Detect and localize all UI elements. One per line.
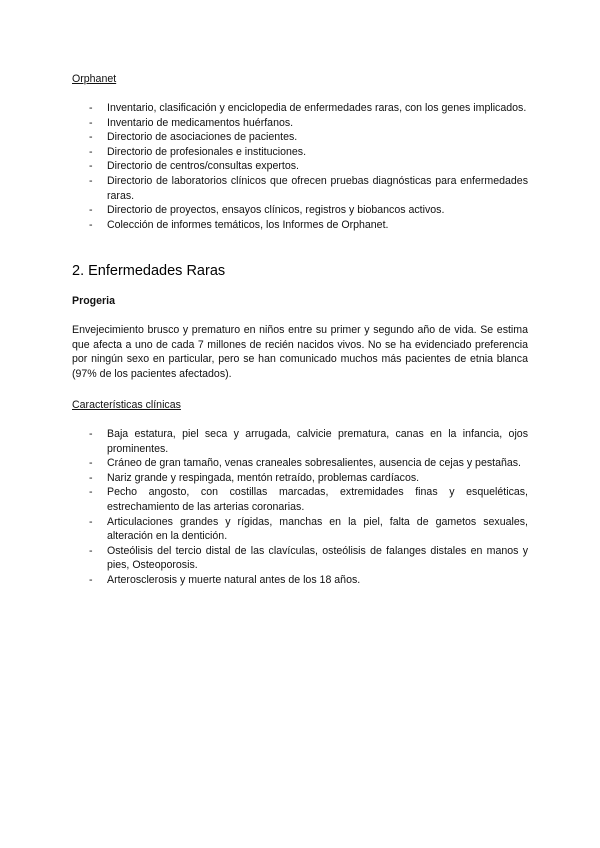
bullet-dash: - (89, 471, 93, 484)
list-item: - Pecho angosto, con costillas marcadas, extremidades finas y esqueléticas, estrechamiento de las arterias coronarias. (89, 486, 528, 513)
bullet-dash: - (89, 174, 93, 187)
list-item: - Directorio de proyectos, ensayos clínicos, registros y biobancos activos. (89, 204, 445, 217)
clinical-title: Características clínicas (72, 399, 181, 411)
bullet-dash: - (89, 486, 93, 499)
list-item: - Articulaciones grandes y rígidas, manchas en la piel, falta de gametos sexuales, alteración en la dentición. (89, 515, 528, 543)
bullet-dash: - (89, 544, 93, 557)
bullet-dash: - (89, 573, 93, 586)
list-item: - Inventario de medicamentos huérfanos. (89, 116, 294, 129)
list-item: - Baja estatura, piel seca y arrugada, calvicie prematura, canas en la infancia, ojos prominentes. (89, 428, 528, 455)
progeria-paragraph: Envejecimiento brusco y prematuro en niños entre su primer y segundo año de vida. Se estima que afecta a uno de cada 7 millones de recién nacidos vivos. No se ha evidenciado preferencia por ningún sexo en particular, pero se han comunicado muchos más pacientes de etnia blanca (97% de los pacientes afectados). (72, 324, 528, 380)
list-item: - Directorio de centros/consultas expertos. (89, 160, 299, 173)
bullet-dash: - (89, 160, 93, 173)
bullet-dash: - (89, 218, 93, 231)
bullet-dash: - (89, 131, 93, 144)
bullet-dash: - (89, 515, 93, 528)
bullet-dash: - (89, 102, 93, 114)
bullet-dash: - (89, 145, 93, 158)
list-item: - Nariz grande y respingada, mentón retraído, problemas cardíacos. (89, 471, 420, 484)
subheading-progeria: Progeria (72, 295, 115, 307)
bullet-dash: - (89, 204, 93, 217)
orphanet-list (72, 101, 528, 232)
bullet-dash: - (89, 116, 93, 129)
orphanet-title: Orphanet (72, 73, 117, 85)
bullet-dash: - (89, 428, 93, 440)
list-item: - Arterosclerosis y muerte natural antes de los 18 años. (89, 573, 361, 586)
list-item: - Cráneo de gran tamaño, venas craneales sobresalientes, ausencia de cejas y pestañas. (89, 457, 521, 470)
list-item: - Directorio de asociaciones de pacientes. (89, 131, 298, 144)
section-heading: 2. Enfermedades Raras (72, 263, 226, 279)
list-item: - Colección de informes temáticos, los Informes de Orphanet. (89, 218, 389, 231)
list-item: - Osteólisis del tercio distal de las clavículas, osteólisis de falanges distales en manos y pies, Osteoporosis. (89, 544, 528, 572)
clinical-list (72, 427, 528, 588)
list-item: - Inventario, clasificación y enciclopedia de enfermedades raras, con los genes implicados. (89, 102, 527, 114)
list-item: - Directorio de profesionales e instituciones. (89, 145, 307, 158)
list-item: - Directorio de laboratorios clínicos que ofrecen pruebas diagnósticas para enfermedades raras. (89, 174, 528, 202)
bullet-dash: - (89, 457, 93, 470)
